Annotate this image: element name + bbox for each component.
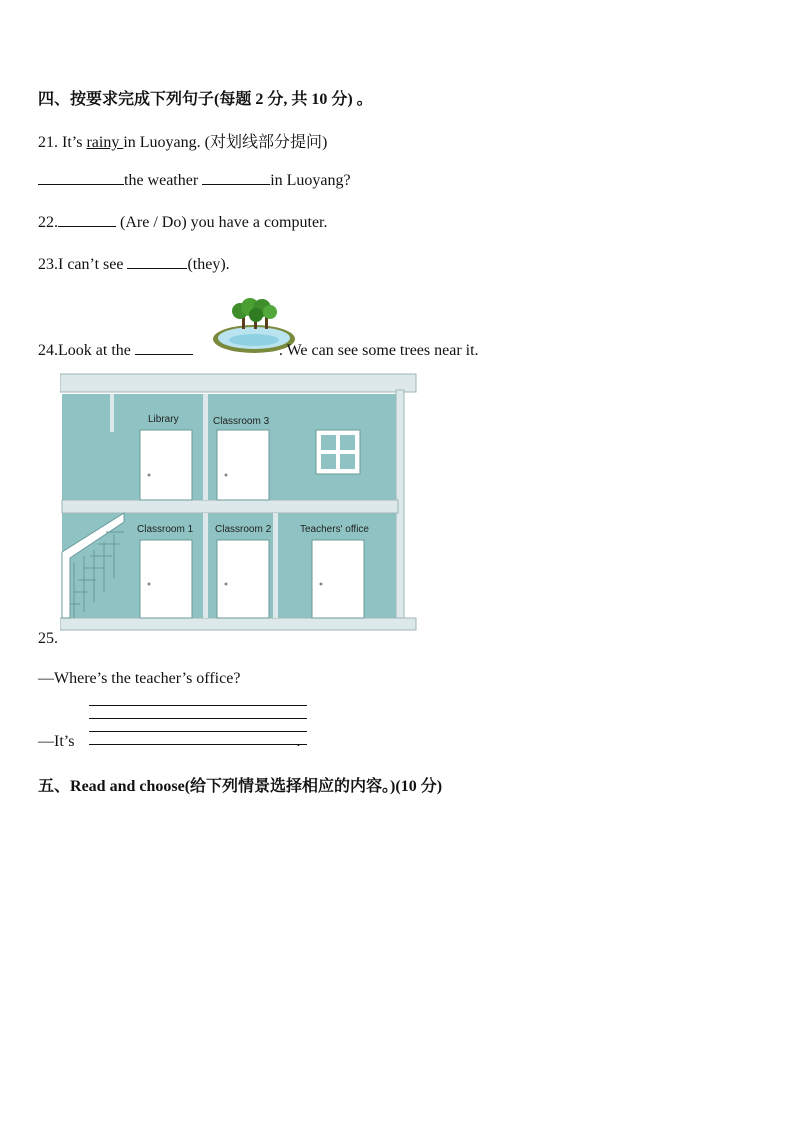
instruction-text: (对划线部分提问) <box>204 134 328 151</box>
question-text: . We can see some trees near it. <box>278 342 479 359</box>
answer-line[interactable] <box>89 731 307 732</box>
question-text: Look at the <box>58 342 135 359</box>
section-heading: 四、按要求完成下列句子(每题 2 分, 共 10 分) 。 <box>38 91 373 108</box>
question-text: (they). <box>187 256 230 273</box>
question-21 <box>38 129 327 152</box>
answer-prefix: —It’s <box>38 733 79 750</box>
underlined-word: rainy <box>86 134 124 151</box>
room-label-classroom-2: Classroom 2 <box>215 524 272 535</box>
question-22 <box>38 212 327 232</box>
answer-suffix: . <box>296 733 301 750</box>
question-24 <box>38 340 479 360</box>
section-heading-5 <box>38 773 442 796</box>
answer-line[interactable] <box>89 718 307 719</box>
question-text: in Luoyang? <box>270 172 351 189</box>
room-label-teachers-office: Teachers' office <box>300 524 369 535</box>
question-25-answer <box>38 733 300 751</box>
question-number: 22. <box>38 214 58 231</box>
question-23 <box>38 254 230 274</box>
question-number: 23. <box>38 256 58 273</box>
school-building-image <box>60 372 418 644</box>
question-text: It’s <box>62 134 87 151</box>
room-label-classroom-3: Classroom 3 <box>213 416 270 427</box>
room-label-classroom-1: Classroom 1 <box>137 524 194 535</box>
question-text: in Luoyang. <box>123 134 205 151</box>
question-text: I can’t see <box>58 256 128 273</box>
answer-blank[interactable] <box>58 212 116 227</box>
heading-number: 五、 <box>38 778 71 795</box>
question-text: (Are / Do) you have a computer. <box>116 214 328 231</box>
answer-blank[interactable] <box>135 340 193 355</box>
answer-blank[interactable] <box>38 170 124 185</box>
answer-line[interactable] <box>89 705 307 706</box>
heading-text: Read and choose <box>70 778 185 795</box>
answer-blank[interactable] <box>127 254 187 269</box>
heading-instruction: (给下列情景选择相应的内容。)(10 分) <box>184 778 443 795</box>
question-number: 24. <box>38 342 58 359</box>
answer-blank[interactable] <box>202 170 270 185</box>
room-label-library: Library <box>148 414 179 425</box>
question-25-number: 25. <box>38 630 58 647</box>
question-21-answer <box>38 170 351 190</box>
question-text: the weather <box>124 172 203 189</box>
question-number: 21. <box>38 134 62 151</box>
question-25-question: —Where’s the teacher’s office? <box>38 670 241 687</box>
